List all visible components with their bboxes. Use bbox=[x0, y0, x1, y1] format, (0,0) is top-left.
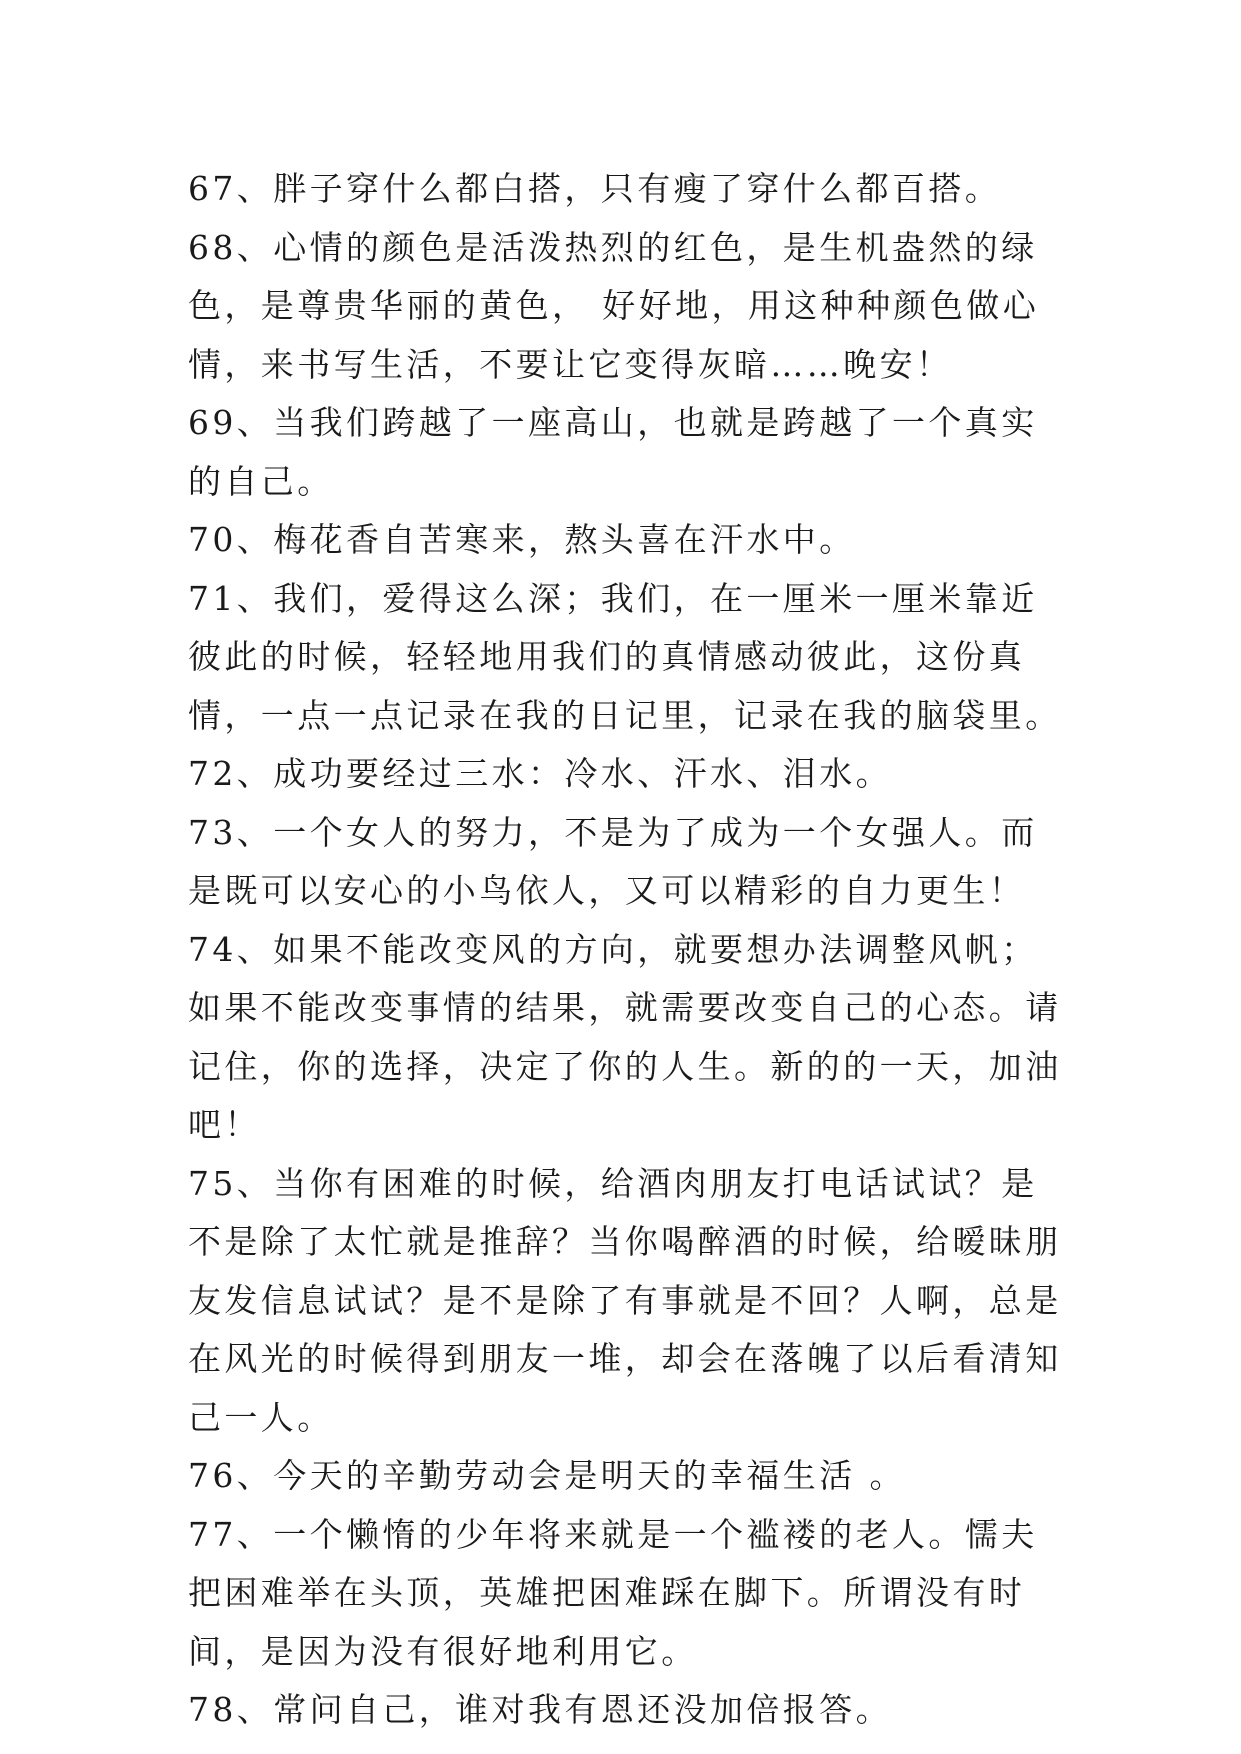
list-item-74 bbox=[188, 921, 1068, 1155]
entry-number: 74 bbox=[188, 929, 237, 969]
entry-number: 72 bbox=[188, 754, 237, 793]
entry-number: 68 bbox=[188, 227, 237, 267]
entry-number: 75 bbox=[188, 1163, 237, 1203]
entry-text: 、当我们跨越了一座高山，也就是跨越了一个真实的自己。 bbox=[188, 403, 1038, 501]
list-item-78 bbox=[188, 1681, 1068, 1740]
list-item-77 bbox=[188, 1506, 1068, 1682]
entry-text: 、常问自己，谁对我有恩还没加倍报答。 bbox=[236, 1690, 892, 1729]
entry-text: 、今天的辛勤劳动会是明天的幸福生活 。 bbox=[236, 1456, 906, 1495]
entry-number: 67 bbox=[188, 169, 237, 208]
entry-text: 、成功要经过三水：冷水、汗水、泪水。 bbox=[236, 754, 892, 793]
entry-number: 71 bbox=[188, 578, 237, 618]
list-item-71 bbox=[188, 570, 1068, 746]
entry-text: 、一个懒惰的少年将来就是一个褴褛的老人。懦夫把困难举在头顶，英雄把困难踩在脚下。所谓没有时间，是因为没有很好地利用它。 bbox=[188, 1514, 1038, 1671]
list-item-73 bbox=[188, 804, 1068, 921]
entry-text: 、我们，爱得这么深；我们，在一厘米一厘米靠近彼此的时候，轻轻地用我们的真情感动彼此，这份真情，一点一点记录在我的日记里，记录在我的脑袋里。 bbox=[188, 578, 1062, 735]
entry-text: 、心情的颜色是活泼热烈的红色，是生机盎然的绿色，是尊贵华丽的黄色， 好好地，用这种种颜色做心情，来书写生活，不要让它变得灰暗……晚安！ bbox=[188, 227, 1040, 384]
list-item-67 bbox=[188, 160, 1068, 219]
list-item-76 bbox=[188, 1447, 1068, 1506]
list-item-75 bbox=[188, 1155, 1068, 1448]
entry-text: 、如果不能改变风的方向，就要想办法调整风帆；如果不能改变事情的结果，就需要改变自己的心态。请记住，你的选择，决定了你的人生。新的的一天，加油吧！ bbox=[188, 929, 1062, 1144]
list-item-72 bbox=[188, 745, 1068, 804]
list-item-68 bbox=[188, 219, 1068, 395]
entry-number: 73 bbox=[188, 812, 237, 852]
entry-number: 76 bbox=[188, 1456, 237, 1495]
entry-text: 、一个女人的努力，不是为了成为一个女强人。而是既可以安心的小鸟依人，又可以精彩的自力更生！ bbox=[188, 812, 1038, 910]
entry-text: 、当你有困难的时候，给酒肉朋友打电话试试？是不是除了太忙就是推辞？当你喝醉酒的时候，给暧昧朋友发信息试试？是不是除了有事就是不回？人啊，总是在风光的时候得到朋友一堆，却会在落魄了以后看清知己一人。 bbox=[188, 1163, 1062, 1437]
list-item-70 bbox=[188, 511, 1068, 570]
entry-number: 77 bbox=[188, 1514, 237, 1554]
entry-text: 、梅花香自苦寒来，熬头喜在汗水中。 bbox=[236, 520, 856, 559]
entry-number: 78 bbox=[188, 1690, 237, 1729]
quote-list bbox=[188, 160, 1068, 1740]
entry-text: 、胖子穿什么都白搭，只有瘦了穿什么都百搭。 bbox=[236, 169, 1002, 208]
entry-number: 69 bbox=[188, 403, 237, 442]
entry-number: 70 bbox=[188, 520, 237, 559]
list-item-69 bbox=[188, 394, 1068, 511]
